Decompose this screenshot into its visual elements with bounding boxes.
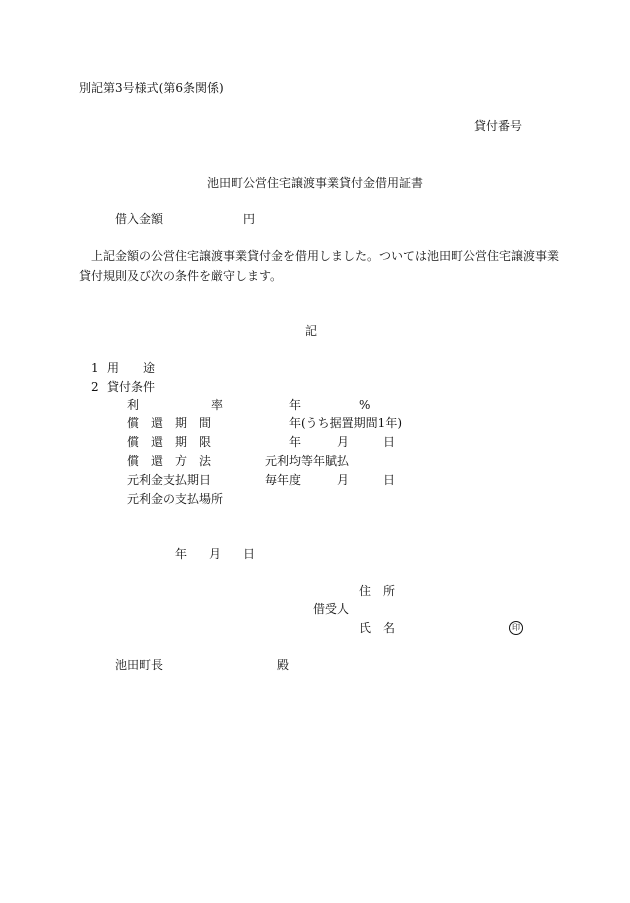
method-value: 元利均等年賦払 [265,454,350,468]
loan-number-label: 貸付番号 [474,119,523,133]
body-text-line-2: 貸付規則及び次の条件を厳守します。 [79,269,283,283]
loan-amount-unit: 円 [243,212,256,226]
deadline-month: 月 [337,435,350,449]
form-reference: 別記第3号様式(第6条関係) [79,81,224,95]
period-label: 償 還 期 間 [127,416,212,430]
borrower-title: 借受人 [313,602,350,616]
payment-date-value: 毎年度 [265,473,302,487]
payment-date-label: 元利金支払期日 [127,473,212,487]
item-1-number: 1 [91,361,99,375]
payment-place-label: 元利金の支払場所 [127,492,224,506]
payment-date-day: 日 [383,473,396,487]
body-text-line-1: 上記金額の公営住宅譲渡事業貸付金を借用しました。ついては池田町公営住宅譲渡事業 [91,249,560,263]
date-month: 月 [209,547,222,561]
document-title: 池田町公営住宅譲渡事業貸付金借用証書 [207,176,424,190]
rate-percent: % [359,398,371,412]
deadline-year: 年 [289,435,302,449]
rate-year: 年 [289,398,302,412]
item-1-label: 用 途 [107,361,156,375]
rate-label: 利 率 [127,398,224,412]
recipient-honorific: 殿 [277,658,290,672]
payment-date-month: 月 [337,473,350,487]
date-day: 日 [243,547,256,561]
item-2-label: 貸付条件 [107,380,156,394]
item-2-number: 2 [91,380,99,394]
deadline-day: 日 [383,435,396,449]
recipient-name: 池田町長 [115,658,164,672]
borrower-address-label: 住 所 [359,584,396,598]
date-year: 年 [175,547,188,561]
borrower-name-label: 氏 名 [359,621,396,635]
period-value: 年(うち据置期間1年) [289,416,402,430]
method-label: 償 還 方 法 [127,454,212,468]
seal-mark: 印 [509,621,523,635]
deadline-label: 償 還 期 限 [127,435,212,449]
loan-amount-label: 借入金額 [115,212,164,226]
ki-heading: 記 [305,324,318,338]
